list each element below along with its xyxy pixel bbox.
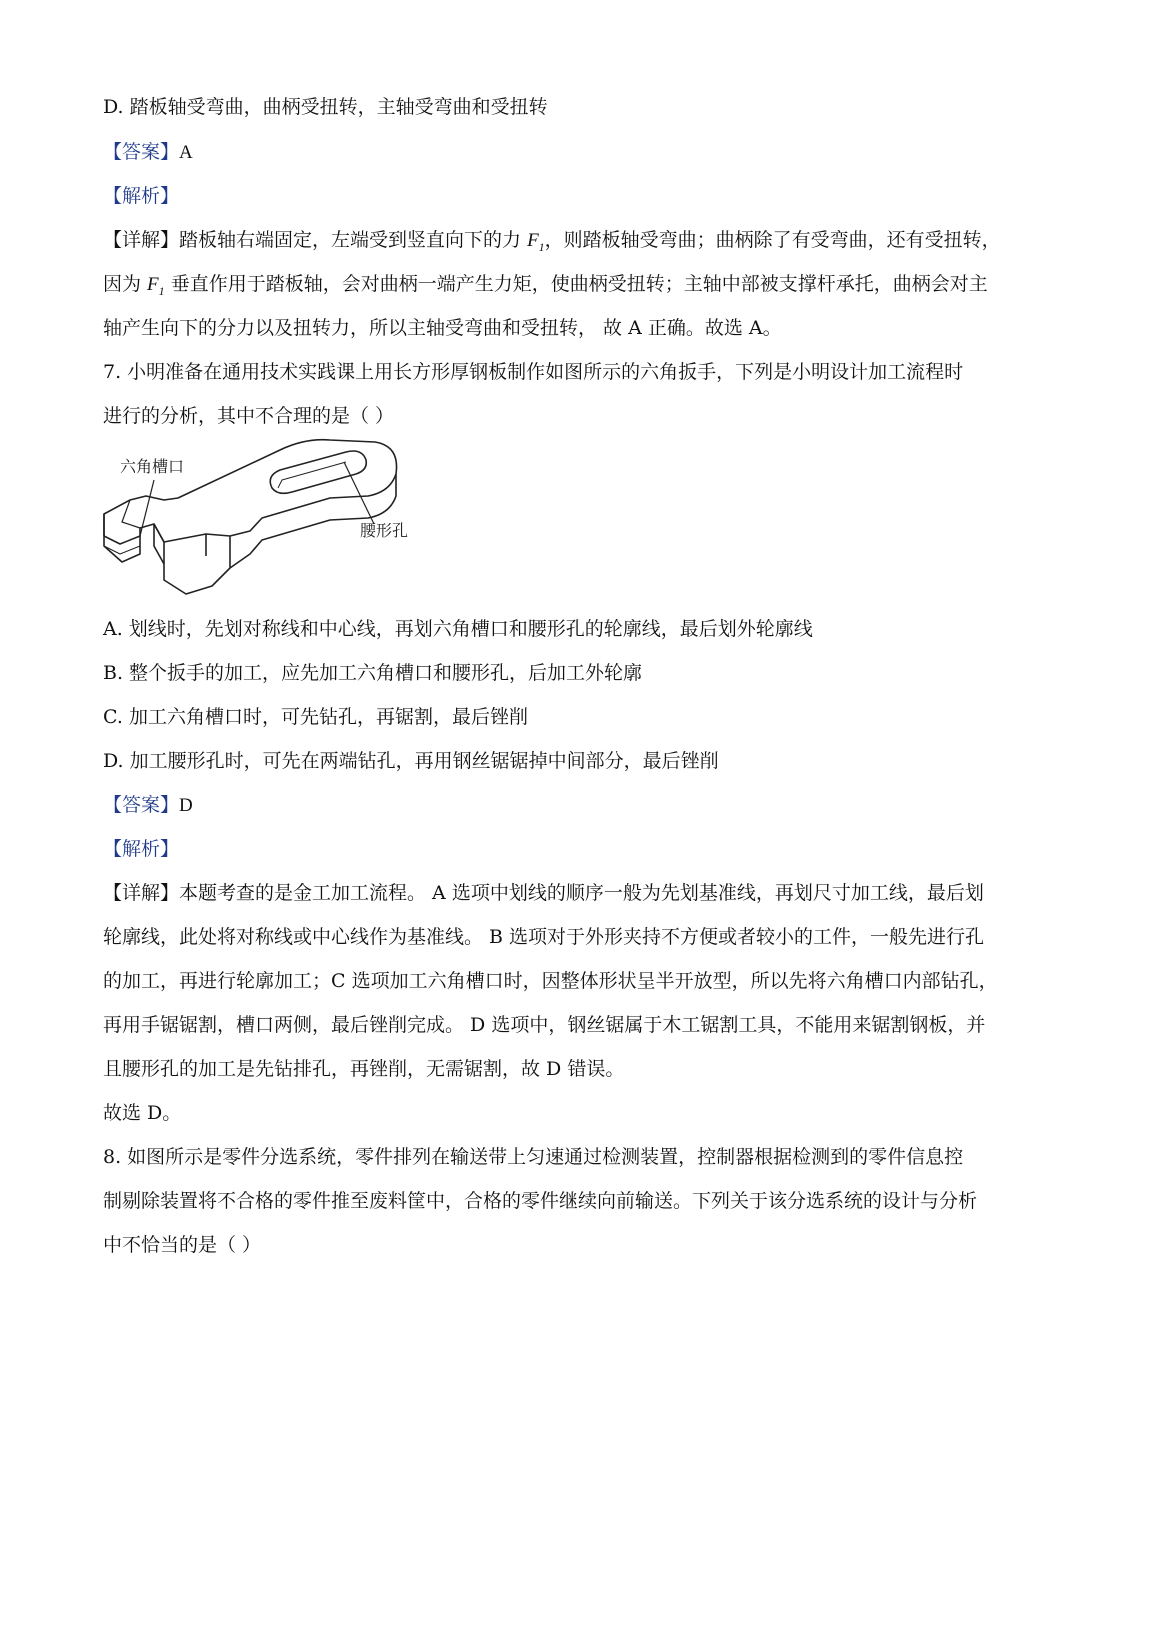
q7-detail-line-1: 【详解】本题考查的是金工加工流程。 A 选项中划线的顺序一般为先划基准线，再划尺寸加工线，最后划 bbox=[103, 882, 984, 904]
q7-stem-line-2: 进行的分析，其中不合理的是（ ） bbox=[103, 405, 395, 427]
q7-option-c: C. 加工六角槽口时，可先钻孔，再锯割，最后锉削 bbox=[103, 706, 528, 728]
force-f1: $F_1$ bbox=[527, 230, 545, 254]
detail-tag: 【详解】 bbox=[103, 229, 180, 251]
wrench-top-face bbox=[104, 440, 397, 544]
hex-wrench-figure bbox=[100, 436, 430, 616]
q8-stem-line-2: 制剔除装置将不合格的零件推至废料筐中，合格的零件继续向前输送。下列关于该分选系统的设计与分析 bbox=[103, 1190, 978, 1212]
q6-detail-line-1: 【详解】踏板轴右端固定，左端受到竖直向下的力 $F_1$，则踏板轴受弯曲；曲柄除了有受弯曲，还有受扭转， bbox=[103, 229, 1001, 254]
detail-tag: 【详解】 bbox=[103, 882, 180, 904]
q7-option-d: D. 加工腰形孔时，可先在两端钻孔，再用钢丝锯锯掉中间部分，最后锉削 bbox=[103, 750, 719, 772]
wrench-side-face bbox=[104, 474, 396, 594]
label-hex-slot: 六角槽口 bbox=[120, 457, 185, 476]
q8-stem-line-1: 8. 如图所示是零件分选系统，零件排列在输送带上匀速通过检测装置，控制器根据检测到的零件信息控 bbox=[103, 1146, 964, 1168]
q7-option-a: A. 划线时，先划对称线和中心线，再划六角槽口和腰形孔的轮廓线，最后划外轮廓线 bbox=[103, 618, 813, 640]
answer-value: A bbox=[179, 142, 193, 163]
label-waist-hole: 腰形孔 bbox=[360, 521, 409, 540]
q6-analysis-tag: 【解析】 bbox=[103, 185, 180, 207]
q6-answer bbox=[103, 139, 193, 166]
q7-analysis-tag: 【解析】 bbox=[103, 838, 180, 860]
q7-detail-line-4: 再用手锯锯割，槽口两侧，最后锉削完成。 D 选项中，钢丝锯属于木工锯割工具，不能用来锯割钢板，并 bbox=[103, 1014, 986, 1036]
waist-hole bbox=[270, 451, 366, 493]
q6-detail-line-3: 轴产生向下的分力以及扭转力，所以主轴受弯曲和受扭转， 故 A 正确。故选 A。 bbox=[103, 317, 782, 339]
q6-option-d: D. 踏板轴受弯曲，曲柄受扭转，主轴受弯曲和受扭转 bbox=[103, 96, 548, 118]
answer-value: D bbox=[179, 795, 193, 816]
q8-stem-line-3: 中不恰当的是（ ） bbox=[103, 1234, 262, 1256]
q7-detail-line-2: 轮廓线，此处将对称线或中心线作为基准线。 B 选项对于外形夹持不方便或者较小的工件，一般先进行孔 bbox=[103, 926, 985, 948]
answer-tag: 【答案】 bbox=[103, 141, 180, 163]
q7-stem-line-1: 7. 小明准备在通用技术实践课上用长方形厚钢板制作如图所示的六角扳手，下列是小明设计加工流程时 bbox=[103, 361, 964, 383]
q6-detail-line-2: 因为 $F_1$ 垂直作用于踏板轴，会对曲柄一端产生力矩，使曲柄受扭转；主轴中部被支撑杆承托，曲柄会对主 bbox=[103, 273, 988, 298]
q7-detail-line-5: 且腰形孔的加工是先钻排孔，再锉削，无需锯割，故 D 错误。 bbox=[103, 1058, 625, 1080]
q7-option-b: B. 整个扳手的加工，应先加工六角槽口和腰形孔，后加工外轮廓 bbox=[103, 662, 643, 684]
q7-conclusion: 故选 D。 bbox=[103, 1102, 182, 1124]
q7-detail-line-3: 的加工，再进行轮廓加工；C 选项加工六角槽口时，因整体形状呈半开放型，所以先将六角槽口内部钻孔， bbox=[103, 970, 998, 992]
answer-tag: 【答案】 bbox=[103, 794, 180, 816]
force-f1: $F_1$ bbox=[147, 274, 165, 298]
hex-slot bbox=[122, 500, 140, 528]
q7-answer bbox=[103, 792, 193, 819]
